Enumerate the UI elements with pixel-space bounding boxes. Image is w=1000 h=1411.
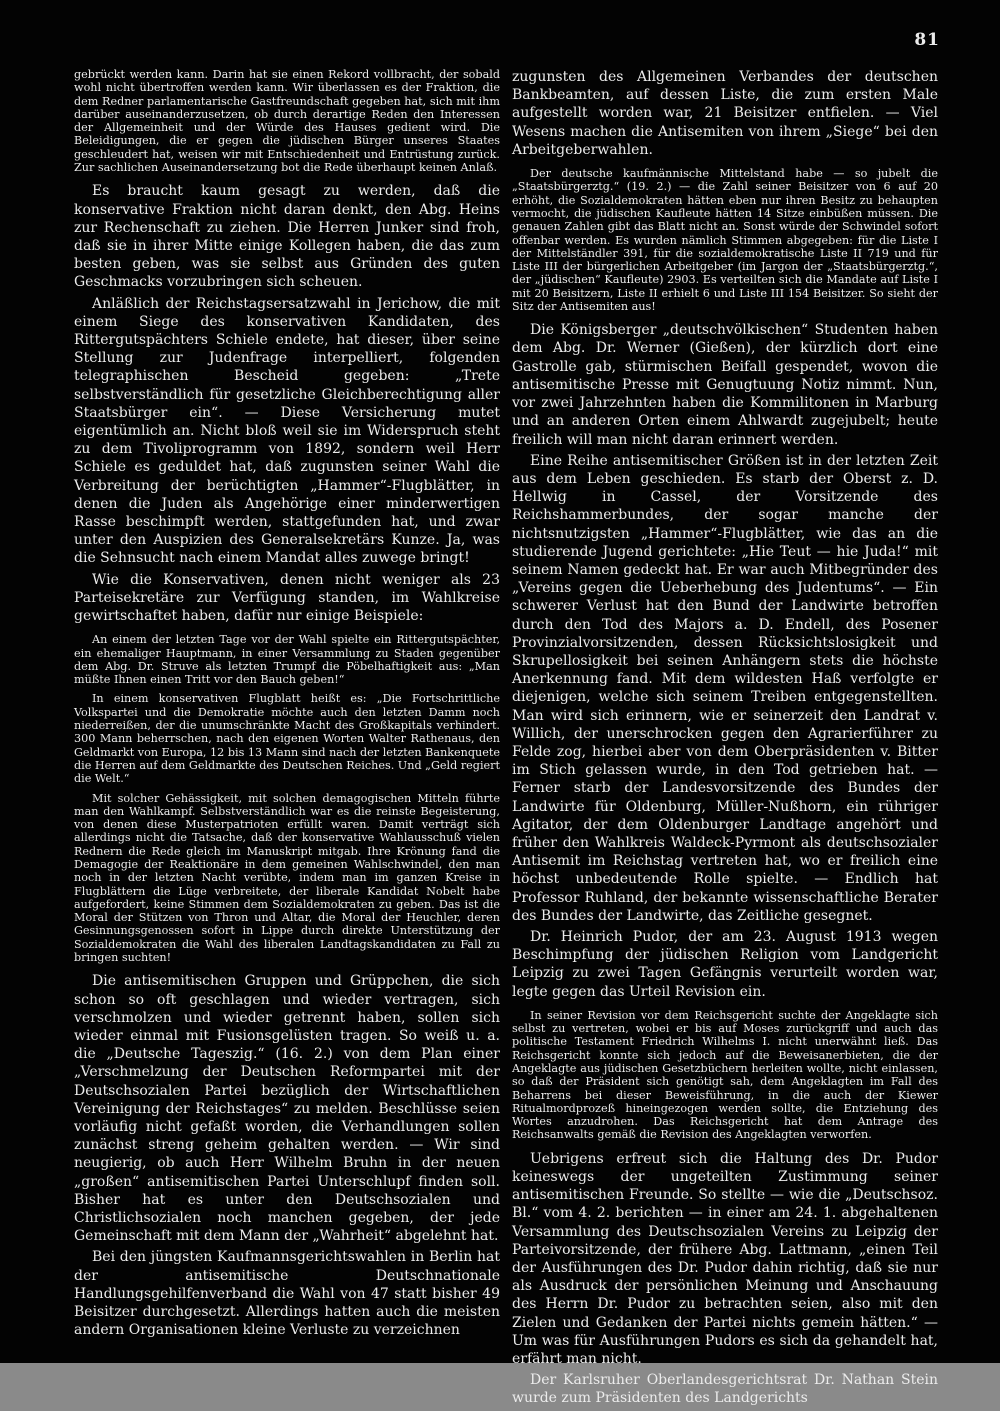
paragraph: Der Karlsruher Oberlandesgerichtsrat Dr. Nathan Stein wurde zum Präsidenten des Landgerichts bbox=[512, 1372, 938, 1407]
paragraph: An einem der letzten Tage vor der Wahl spielte ein Rittergutspächter, ein ehemaliger Hauptmann, in einer Versammlung zu Staden gegenüber dem Abg. Dr. Struve als letzten Trumpf die Pöbelhaftigkeit aus: „Man müßte Ihnen einen Tritt vor den Bauch geben!“ bbox=[74, 633, 500, 687]
paragraph: Es braucht kaum gesagt zu werden, daß die konservative Fraktion nicht daran denkt, den Abg. Heins zur Rechenschaft zu ziehen. Die Herren Junker sind froh, daß sie in ihrer Mitte einige Kollegen haben, die das zum besten geben, was sie selbst aus Gründen des guten Geschmacks vorzubringen sich scheuen. bbox=[74, 183, 500, 291]
paragraph: Der deutsche kaufmännische Mittelstand habe — so jubelt die „Staatsbürgerztg.“ (19. 2.) — die Zahl seiner Beisitzer von 6 auf 20 erhöht, die Sozialdemokraten hätten eben nur ihren Besitz zu behaupten vermocht, die jüdischen Kaufleute hätten 14 Sitze einbüßen müssen. Die genauen Zahlen gibt das Blatt nicht an. Sonst würde der Schwindel sofort offenbar werden. Es wurden nämlich Stimmen abgegeben: für die Liste I der Mittelständler 391, für die sozialdemokratische Liste II 719 und für Liste III der bürgerlichen Arbeitgeber (im Jargon der „Staatsbürgerztg.“, der „jüdischen“ Kaufleute) 2903. Es verteilten sich die Mandate auf Liste I mit 20 Beisitzern, Liste II erhielt 6 und Liste III 154 Beisitzer. So sieht der Sitz der Antisemiten aus! bbox=[512, 167, 938, 313]
right-column bbox=[512, 68, 938, 1411]
paragraph: Mit solcher Gehässigkeit, mit solchen demagogischen Mitteln führte man den Wahlkampf. Selbstverständlich war es die reinste Begeisterung, von denen diese Musterpatrioten erfüllt waren. Damit verträgt sich allerdings nicht die Tatsache, daß der konservative Wahlausschuß vielen Rednern die Rede gleich im Manuskript mitgab. Ihre Krönung fand die Demagogie der Reaktionäre in dem gemeinen Wahlschwindel, den man noch in der letzten Nacht verübte, indem man im ganzen Kreise in Flugblättern die Lüge verbreitete, der liberale Kandidat Nobelt habe aufgefordert, keine Stimmen dem Sozialdemokraten zu geben. Das ist die Moral der Stützen von Thron und Altar, die Moral der Heuchler, deren Gesinnungsgenossen sofort in Lippe durch direkte Unterstützung der Sozialdemokraten die Wahl des liberalen Landtagskandidaten zu Fall zu bringen suchten! bbox=[74, 791, 500, 965]
paragraph: Eine Reihe antisemitischer Größen ist in der letzten Zeit aus dem Leben geschieden. Es starb der Oberst z. D. Hellwig in Cassel, der Vorsitzende des Reichshammerbundes, der sogar manche der nichtsnutzigsten „Hammer“-Flugblätter, wie das an die studierende Jugend gerichtete: „Hie Teut — hie Juda!“ mit seinem Namen gedeckt hat. Er war auch Mitbegründer des „Vereins gegen die Ueberhebung des Judentums“. — Ein schwerer Verlust hat den Bund der Landwirte betroffen durch den Tod des Majors a. D. Endell, des Posener Provinzialvorsitzenden, dessen Rücksichtslosigkeit und Skrupellosigkeit bei seinen Anhängern stets die höchste Anerkennung fand. Mit dem wildesten Haß verfolgte er diejenigen, welche sich seinem Treiben entgegenstellten. Man wird sich erinnern, wie er seinerzeit den Landrat v. Willich, der unerschrocken gegen den Agrarierführer zu Felde zog, hierbei aber von dem Oberpräsidenten v. Bitter im Stich gelassen wurde, in den Tod getrieben hat. — Ferner starb der Landesvorsitzende des Bundes der Landwirte für Oldenburg, Müller-Nußhorn, ein rühriger Agitator, der dem Oldenburger Landtage angehört und früher den Wahlkreis Waldeck-Pyrmont als deutschsozialer Antisemit im Reichstag vertreten hat, wo er freilich eine höchst unbedeutende Rolle spielte. — Endlich hat Professor Ruhland, der bekannte wissenschaftliche Berater des Bundes der Landwirte, das Zeitliche gesegnet. bbox=[512, 452, 938, 924]
paragraph: Dr. Heinrich Pudor, der am 23. August 1913 wegen Beschimpfung der jüdischen Religion vom Landgericht Leipzig zu zwei Tagen Gefängnis verurteilt worden war, legte gegen das Urteil Revision ein. bbox=[512, 928, 938, 1000]
paragraph: Die Königsberger „deutschvölkischen“ Studenten haben dem Abg. Dr. Werner (Gießen), der kürzlich dort eine Gastrolle gab, stürmischen Beifall gespendet, wovon die antisemitische Presse mit Genugtuung Notiz nimmt. Nun, vor zwei Jahrzehnten haben die Kommilitonen in Marburg und an anderen Orten einem Ahlwardt zugejubelt; heute freilich will man nicht daran erinnert werden. bbox=[512, 322, 938, 448]
paragraph: Die antisemitischen Gruppen und Grüppchen, die sich schon so oft geschlagen und wieder vertragen, sich verschmolzen und wieder getrennt haben, sollen sich wieder einmal mit Fusionsgelüsten tragen. So weiß u. a. die „Deutsche Tageszig.“ (16. 2.) von dem Plan einer „Verschmelzung der Deutschen Reformpartei mit der Deutschsozialen Partei bezüglich der Wirtschaftlichen Vereinigung der Reichstages“ zu melden. Beschlüsse seien vorläufig nicht gefaßt worden, die Verhandlungen sollen zunächst streng geheim gehalten werden. — Wir sind neugierig, ob auch Herr Wilhelm Bruhn in der neuen „großen“ antisemitischen Partei Unterschlupf finden soll. Bisher hat es unter den Deutschsozialen und Christlichsozialen noch manchen gegeben, der jede Gemeinschaft mit dem Mann der „Wahrheit“ abgelehnt hat. bbox=[74, 973, 500, 1245]
left-column bbox=[74, 68, 500, 1342]
paragraph: zugunsten des Allgemeinen Verbandes der deutschen Bankbeamten, auf dessen Liste, die zum ersten Male aufgestellt worden war, 21 Beisitzer entfielen. — Viel Wesens machen die Antisemiten von ihrem „Siege“ bei den Arbeitgeberwahlen. bbox=[512, 69, 938, 158]
paragraph: Uebrigens erfreut sich die Haltung des Dr. Pudor keineswegs der ungeteilten Zustimmung seiner antisemitischen Freunde. So stellte — wie die „Deutschsoz. Bl.“ vom 4. 2. berichten — in einer am 24. 1. abgehaltenen Versammlung des Deutschsozialen Vereins zu Leipzig der Parteivorsitzende, der frühere Abg. Lattmann, „einen Teil der Ausführungen des Dr. Pudor dahin richtig, daß sie nur als Ausdruck der persönlichen Meinung und Anschauung des Herrn Dr. Pudor zu betrachten seien, also mit den Zielen und Gedanken der Partei nichts gemein hätten.“ — Um was für Ausführungen Pudors es sich da gehandelt hat, erfährt man nicht. bbox=[512, 1150, 938, 1367]
paragraph: Bei den jüngsten Kaufmannsgerichtswahlen in Berlin hat der antisemitische Deutschnationale Handlungsgehilfenverband die Wahl von 47 statt bisher 49 Beisitzer durchgesetzt. Allerdings hatten auch die meisten andern Organisationen kleine Verluste zu verzeichnen bbox=[74, 1249, 500, 1339]
paragraph: Wie die Konservativen, denen nicht weniger als 23 Parteisekretäre zur Verfügung standen, im Wahlkreise gewirtschaftet haben, dafür nur einige Beispiele: bbox=[74, 571, 500, 625]
page-number: 81 bbox=[914, 30, 940, 50]
paragraph: Anläßlich der Reichstagsersatzwahl in Jerichow, die mit einem Siege des konservativen Kandidaten, des Rittergutspächters Schiele endete, hat dieser, über seine Stellung zur Judenfrage interpelliert, folgenden telegraphischen Bescheid gegeben: „Trete selbstverständlich für gesetzliche Gleichberechtigung aller Staatsbürger ein“. — Diese Versicherung mutet eigentümlich an. Nicht bloß weil sie im Widerspruch steht zu dem Tivoliprogramm von 1892, sondern weil Herr Schiele es geduldet hat, daß zugunsten seiner Wahl die Verbreitung der berüchtigten „Hammer“-Flugblätter, in denen die Juden als Angehörige einer minderwertigen Rasse beschimpft werden, stattgefunden hat, und zwar unter den Auspizien des Generalsekretärs Kunze. Ja, was die Sehnsucht nach einem Mandat alles zuwege bringt! bbox=[74, 295, 500, 567]
paragraph: In seiner Revision vor dem Reichsgericht suchte der Angeklagte sich selbst zu vertreten, wobei er bis auf Moses zurückgriff und auch das politische Testament Friedrich Wilhelms I. nicht unerwähnt ließ. Das Reichsgericht konnte sich jedoch auf die Beweisanerbieten, die der Angeklagte aus jüdischen Gesetzbüchern herleiten wollte, nicht einlassen, so daß der Präsident sich genötigt sah, dem Angeklagten im Fall des Beharrens bei dieser Beweisführung, in die auch der Kiewer Ritualmordprozeß hineingezogen werden sollte, die Entziehung des Wortes anzudrohen. Das Reichsgericht hat dem Antrage des Reichsanwalts gemäß die Revision des Angeklagten verworfen. bbox=[512, 1008, 938, 1142]
paragraph: In einem konservativen Flugblatt heißt es: „Die Fortschrittliche Volkspartei und die Demokratie möchte auch den letzten Damm noch niederreißen, der die unumschränkte Macht des Großkapitals verhindert. 300 Mann beherrschen, nach den eigenen Worten Walter Rathenaus, den Geldmarkt von Europa, 12 bis 13 Mann sind nach der letzten Bankenquete die Herren auf dem Geldmarkte des Deutschen Reiches. Und „Geld regiert die Welt.“ bbox=[74, 692, 500, 786]
paragraph: gebrückt werden kann. Darin hat sie einen Rekord vollbracht, der sobald wohl nicht übertroffen werden kann. Wir überlassen es der Fraktion, die dem Redner parlamentarische Gastfreundschaft gegeben hat, sich mit ihm darüber auseinanderzusetzen, ob durch derartige Reden den Interessen der Allgemeinheit und der Würde des Hauses gedient wird. Die Beleidigungen, die er gegen die jüdischen Bürger unseres Staates geschleudert hat, weisen wir mit Entschiedenheit und Entrüstung zurück. Zur sachlichen Auseinandersetzung bot die Rede überhaupt keinen Anlaß. bbox=[74, 68, 500, 175]
